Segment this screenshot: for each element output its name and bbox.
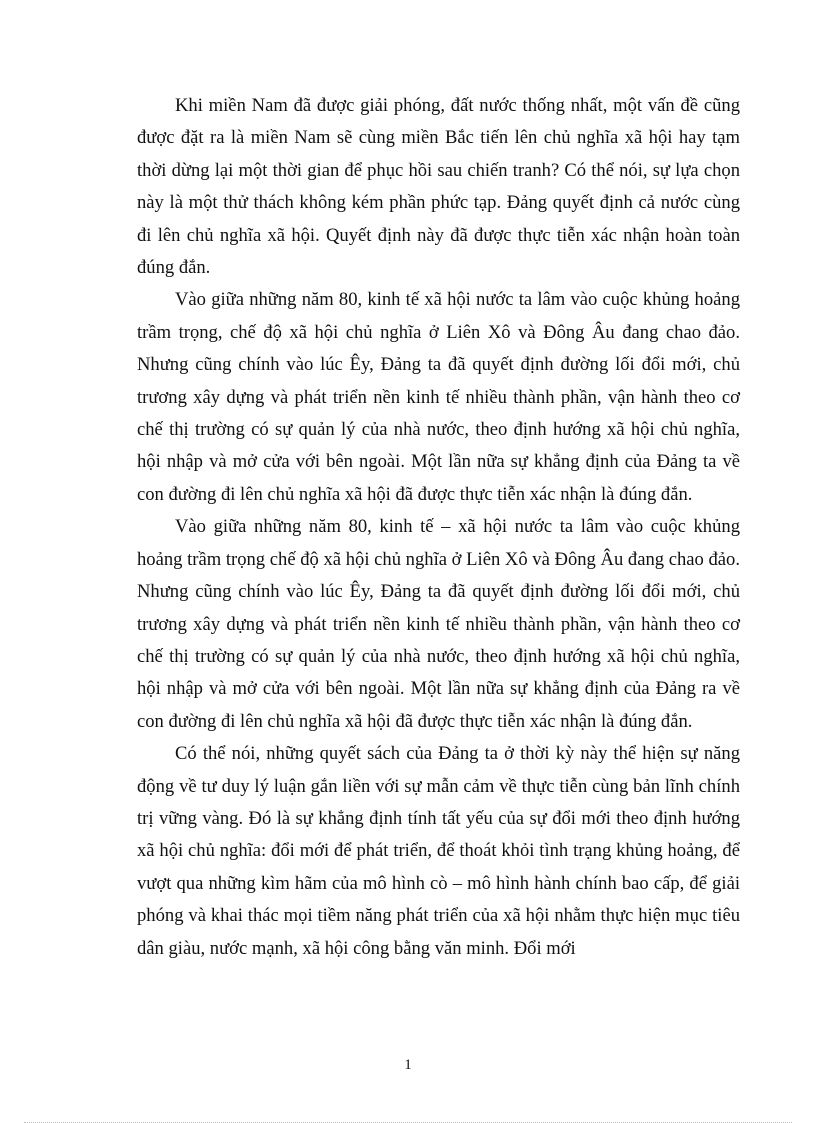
paragraph-2: Vào giữa những năm 80, kinh tế xã hội nước ta lâm vào cuộc khủng hoảng trầm trọng, chế độ xã hội chủ nghĩa ở Liên Xô và Đông Âu đang chao đảo. Nhưng cũng chính vào lúc Êy, Đảng ta đã quyết định đường lối đổi mới, chủ trương xây dựng và phát triển nền kinh tế nhiều thành phần, vận hành theo cơ chế thị trường có sự quản lý của nhà nước, theo định hướng xã hội chủ nghĩa, hội nhập và mở cửa với bên ngoài. Một lần nữa sự khẳng định của Đảng ta về con đường đi lên chủ nghĩa xã hội đã được thực tiễn xác nhận là đúng đắn. [137, 289, 740, 505]
page-number: 1 [404, 1057, 412, 1073]
paragraph-3: Vào giữa những năm 80, kinh tế – xã hội nước ta lâm vào cuộc khủng hoảng trầm trọng chế độ xã hội chủ nghĩa ở Liên Xô và Đông Âu đang chao đảo. Nhưng cũng chính vào lúc Êy, Đảng ta đã quyết định đường lối đổi mới, chủ trương xây dựng và phát triển nền kinh tế nhiều thành phần, vận hành theo cơ chế thị trường có sự quản lý của nhà nước, theo định hướng xã hội chủ nghĩa, hội nhập và mở cửa với bên ngoài. Một lần nữa sự khẳng định của Đảng ra về con đường đi lên chủ nghĩa xã hội đã được thực tiễn xác nhận là đúng đắn. [137, 516, 740, 732]
paragraph-4: Có thể nói, những quyết sách của Đảng ta ở thời kỳ này thể hiện sự năng động về tư duy lý luận gắn liền với sự mẫn cảm về thực tiễn cùng bản lĩnh chính trị vững vàng. Đó là sự khẳng định tính tất yếu của sự đổi mới theo định hướng xã hội chủ nghĩa: đổi mới để phát triển, để thoát khỏi tình trạng khủng hoảng, để vượt qua những kìm hãm của mô hình cò – mô hình hành chính bao cấp, để giải phóng và khai thác mọi tiềm năng phát triển của xã hội nhằm thực hiện mục tiêu dân giàu, nước mạnh, xã hội công bằng văn minh. Đổi mới [137, 743, 740, 959]
paragraph-1: Khi miền Nam đã được giải phóng, đất nước thống nhất, một vấn đề cũng được đặt ra là miền Nam sẽ cùng miền Bắc tiến lên chủ nghĩa xã hội hay tạm thời dừng lại một thời gian để phục hồi sau chiến tranh? Có thể nói, sự lựa chọn này là một thử thách không kém phần phức tạp. Đảng quyết định cả nước cùng đi lên chủ nghĩa xã hội. Quyết định này đã được thực tiễn xác nhận hoàn toàn đúng đắn. [137, 95, 740, 279]
body-text [137, 90, 740, 965]
